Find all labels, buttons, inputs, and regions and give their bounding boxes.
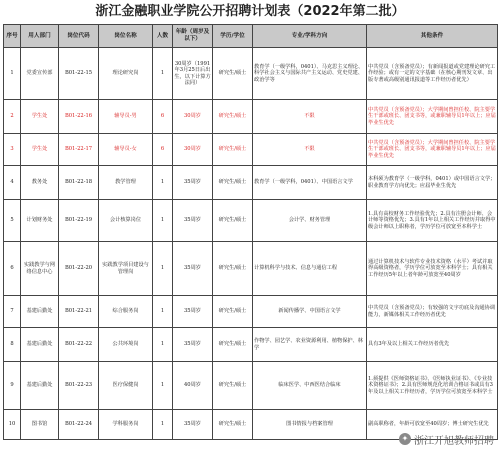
cell-other-conditions: 副高职称者，年龄可放宽至40周岁；博士研究生优先 — [367, 410, 498, 440]
cell-major: 作物学、园艺学、农业资源利用、植物保护、林学 — [253, 328, 367, 362]
cell-other-conditions: 中共党员（含预备党员）；有新闻报道或党建理论研究工作经验；或有一定的文字基础（在核心期刊发文章、出版专著或高级别通讯报道等工作经历者优先） — [367, 48, 498, 100]
cell-index: 3 — [4, 134, 21, 166]
cell-other-conditions: 中共党员（含预备党员）；大学期间曾担任校、院主要学生干部或班长、团支书等，或兼职辅导员1年以上；应届毕业生优先 — [367, 100, 498, 134]
cell-major: 不限 — [253, 134, 367, 166]
cell-major: 不限 — [253, 100, 367, 134]
cell-department: 教务处 — [21, 166, 59, 200]
cell-post-name: 综合服务岗 — [99, 296, 153, 328]
cell-other-conditions: 中共党员（含预备党员）；有较强的文字功底及沟通协调能力，新媒体相关工作经历者优先 — [367, 296, 498, 328]
cell-index: 10 — [4, 410, 21, 440]
cell-department: 图书馆 — [21, 410, 59, 440]
cell-department: 基建后勤处 — [21, 362, 59, 410]
cell-index: 4 — [4, 166, 21, 200]
cell-index: 5 — [4, 200, 21, 242]
table-row — [4, 134, 498, 166]
cell-count: 1 — [153, 48, 173, 100]
header-index: 序号 — [4, 25, 21, 48]
cell-other-conditions: 中共党员（含预备党员）；大学期间曾担任校、院主要学生干部或班长、团支书等，或兼职辅导员1年以上；应届毕业生优先 — [367, 134, 498, 166]
cell-post-name: 教学管理 — [99, 166, 153, 200]
recruitment-table — [3, 24, 498, 440]
cell-department: 学生处 — [21, 134, 59, 166]
cell-other-conditions: 本科须为教育学（一级学科，0401）或中国语言文学；职业教育学方向优先；应届毕业生优先 — [367, 166, 498, 200]
cell-age: 35周岁 — [173, 410, 213, 440]
cell-other-conditions: 通过计算机技术与软件专业技术资格（水平）考试并取得高级资格者，学历学位可放宽至本科学士；具有相关工作经历5年以上者年龄可放宽至40周岁 — [367, 242, 498, 296]
cell-age: 30周岁（1991年3月25日后出生，以下计算方法同） — [173, 48, 213, 100]
table-row — [4, 100, 498, 134]
cell-post-code: B01-22-24 — [59, 410, 99, 440]
watermark-text: 浙江开旭教师招聘 — [414, 435, 494, 447]
cell-department: 党委宣传部 — [21, 48, 59, 100]
header-post-code: 岗位代码 — [59, 25, 99, 48]
cell-age: 40周岁 — [173, 362, 213, 410]
cell-index: 8 — [4, 328, 21, 362]
table-row — [4, 242, 498, 296]
cell-post-code: B01-22-20 — [59, 242, 99, 296]
cell-post-code: B01-22-22 — [59, 328, 99, 362]
watermark — [399, 432, 494, 446]
cell-major: 图书情报与档案管理 — [253, 410, 367, 440]
cell-post-name: 辅导员-女 — [99, 134, 153, 166]
cell-count: 1 — [153, 296, 173, 328]
cell-major: 新闻传播学、中国语言文学 — [253, 296, 367, 328]
cell-department: 学生处 — [21, 100, 59, 134]
cell-age: 35周岁 — [173, 166, 213, 200]
table-row — [4, 48, 498, 100]
wechat-icon: ✦ — [399, 433, 411, 445]
cell-other-conditions: 1.具有高校财务工作经验优先；2.具有注册会计师、会计师等资格优先；3.具有1年以上相关工作经历并取得中级会计师以上职称者，学历学位可放宽至本科学士 — [367, 200, 498, 242]
cell-age: 35周岁 — [173, 200, 213, 242]
table-row — [4, 328, 498, 362]
cell-other-conditions: 具有3年及以上相关工作经历者优先 — [367, 328, 498, 362]
cell-index: 9 — [4, 362, 21, 410]
cell-count: 1 — [153, 362, 173, 410]
header-count: 人数 — [153, 25, 173, 48]
header-major: 专业/学科方向 — [253, 25, 367, 48]
cell-degree: 研究生/硕士 — [213, 166, 253, 200]
cell-post-code: B01-22-21 — [59, 296, 99, 328]
cell-count: 6 — [153, 134, 173, 166]
cell-index: 6 — [4, 242, 21, 296]
cell-department: 基建后勤处 — [21, 296, 59, 328]
table-row — [4, 200, 498, 242]
cell-department: 实践教学与网络信息中心 — [21, 242, 59, 296]
cell-post-name: 辅导员-男 — [99, 100, 153, 134]
cell-age: 30周岁 — [173, 100, 213, 134]
cell-age: 30周岁 — [173, 134, 213, 166]
cell-post-code: B01-22-19 — [59, 200, 99, 242]
cell-post-code: B01-22-15 — [59, 48, 99, 100]
cell-post-name: 公共环境岗 — [99, 328, 153, 362]
cell-degree: 研究生/硕士 — [213, 200, 253, 242]
cell-age: 35周岁 — [173, 242, 213, 296]
cell-post-name: 会计核算岗位 — [99, 200, 153, 242]
cell-degree: 研究生/硕士 — [213, 100, 253, 134]
cell-count: 1 — [153, 328, 173, 362]
header-department: 用人部门 — [21, 25, 59, 48]
cell-post-name: 医疗保健岗 — [99, 362, 153, 410]
cell-degree: 研究生/硕士 — [213, 48, 253, 100]
table-header-row — [4, 25, 498, 48]
cell-major: 计算机科学与技术、信息与通信工程 — [253, 242, 367, 296]
cell-major: 教育学（一级学科，0401）、马克思主义理论、科学社会主义与国际共产主义运动、党史党建、政治学等 — [253, 48, 367, 100]
cell-post-code: B01-22-16 — [59, 100, 99, 134]
cell-major: 临床医学、中西医结合临床 — [253, 362, 367, 410]
cell-count: 1 — [153, 200, 173, 242]
table-row — [4, 166, 498, 200]
header-degree: 学历/学位 — [213, 25, 253, 48]
cell-index: 1 — [4, 48, 21, 100]
cell-degree: 研究生/硕士 — [213, 242, 253, 296]
cell-major: 会计学、财务管理 — [253, 200, 367, 242]
header-age: 年龄（周岁及以下） — [173, 25, 213, 48]
cell-department: 计划财务处 — [21, 200, 59, 242]
cell-count: 1 — [153, 242, 173, 296]
cell-count: 1 — [153, 410, 173, 440]
page-title: 浙江金融职业学院公开招聘计划表（2022年第二批） — [95, 4, 405, 19]
cell-degree: 研究生/硕士 — [213, 328, 253, 362]
cell-degree: 研究生/硕士 — [213, 296, 253, 328]
header-other-conditions: 其他条件 — [367, 25, 498, 48]
cell-post-code: B01-22-17 — [59, 134, 99, 166]
cell-major: 教育学（一级学科，0401）、中国语言文学 — [253, 166, 367, 200]
cell-department: 基建后勤处 — [21, 328, 59, 362]
cell-index: 7 — [4, 296, 21, 328]
cell-degree: 研究生/硕士 — [213, 134, 253, 166]
header-post-name: 岗位名称 — [99, 25, 153, 48]
cell-count: 6 — [153, 100, 173, 134]
cell-age: 35周岁 — [173, 296, 213, 328]
cell-post-name: 实践教学项目建设与管理岗 — [99, 242, 153, 296]
cell-degree: 研究生/硕士 — [213, 362, 253, 410]
cell-count: 1 — [153, 166, 173, 200]
cell-post-code: B01-22-23 — [59, 362, 99, 410]
cell-post-code: B01-22-18 — [59, 166, 99, 200]
cell-post-name: 理论研究岗 — [99, 48, 153, 100]
table-row — [4, 362, 498, 410]
cell-degree: 研究生/硕士 — [213, 410, 253, 440]
cell-age: 35周岁 — [173, 328, 213, 362]
cell-index: 2 — [4, 100, 21, 134]
cell-other-conditions: 1.须提供《医师资格证书》、《医师执业证书》、《专业技术资格证书》；2.具有医师规范化培训合格证书或具有3年及以上相关工作经历者，学历学位可放宽至本科学士 — [367, 362, 498, 410]
cell-post-name: 学科服务岗 — [99, 410, 153, 440]
table-row — [4, 296, 498, 328]
